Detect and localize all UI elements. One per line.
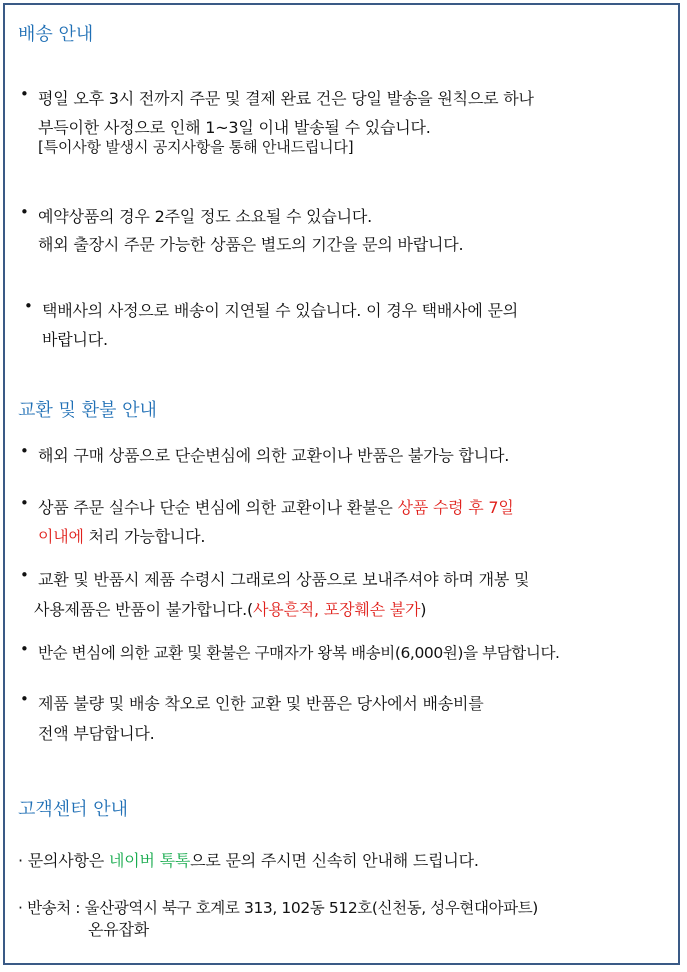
customer-heading: 고객센터 안내 bbox=[18, 799, 129, 820]
exchange-b2-line1 bbox=[38, 495, 514, 518]
bullet: • bbox=[20, 442, 29, 460]
exchange-b2-text: 상품 주문 실수나 단순 변심에 의한 교환이나 환불은 bbox=[38, 498, 398, 517]
shipping-b1-line2: 부득이한 사정으로 인해 1~3일 이내 발송될 수 있습니다. bbox=[38, 118, 431, 137]
exchange-heading: 교환 및 환불 안내 bbox=[18, 400, 157, 421]
exchange-b3-close: ) bbox=[420, 600, 427, 619]
bullet: • bbox=[20, 203, 29, 221]
return-address: 울산광역시 북구 호계로 313, 102동 512호(신천동, 성우현대아파트) bbox=[84, 899, 538, 917]
exchange-b3-line2 bbox=[34, 597, 426, 620]
exchange-b2-text2: 처리 가능합니다. bbox=[83, 527, 206, 546]
dot: · bbox=[18, 899, 23, 917]
exchange-b4-line1: 반순 변심에 의한 교환 및 환불은 구매자가 왕복 배송비(6,000원)을 부담합니다. bbox=[38, 644, 560, 662]
exchange-b2-line2 bbox=[38, 524, 205, 547]
shipping-heading: 배송 안내 bbox=[18, 24, 94, 45]
exchange-b2-highlight2: 이내에 bbox=[38, 527, 84, 546]
bullet: • bbox=[20, 690, 29, 708]
shipping-b1-line1: 평일 오후 3시 전까지 주문 및 결제 완료 건은 당일 발송을 원칙으로 하나 bbox=[38, 89, 534, 108]
bullet: • bbox=[20, 85, 29, 103]
naver-talktalk-label: 네이버 톡톡 bbox=[108, 851, 191, 870]
bullet: • bbox=[20, 494, 29, 512]
exchange-b1-line1: 해외 구매 상품으로 단순변심에 의한 교환이나 반품은 불가능 합니다. bbox=[38, 446, 510, 465]
exchange-b3-text: 사용제품은 반품이 불가합니다.( bbox=[34, 600, 254, 619]
shipping-b1-line3: [특이사항 발생시 공지사항을 통해 안내드립니다] bbox=[38, 138, 354, 156]
customer-line1 bbox=[18, 848, 479, 871]
exchange-b3-line1: 교환 및 반품시 제품 수령시 그래로의 상품으로 보내주셔야 하며 개봉 및 bbox=[38, 570, 530, 589]
shipping-b3-line2: 바랍니다. bbox=[42, 330, 108, 349]
dot: · bbox=[18, 851, 23, 870]
shipping-b3-line1: 택배사의 사정으로 배송이 지연될 수 있습니다. 이 경우 택배사에 문의 bbox=[42, 301, 519, 320]
bullet: • bbox=[20, 640, 29, 658]
bullet: • bbox=[20, 566, 29, 584]
return-recipient: 온유잡화 bbox=[88, 920, 150, 939]
customer-line1-text: 문의사항은 bbox=[27, 851, 109, 870]
shipping-b2-line2: 해외 출장시 주문 가능한 상품은 별도의 기간을 문의 바랍니다. bbox=[38, 235, 464, 254]
return-address-label: 반송처 : bbox=[27, 899, 85, 917]
exchange-b5-line1: 제품 불량 및 배송 착오로 인한 교환 및 반품은 당사에서 배송비를 bbox=[38, 694, 484, 713]
bullet: • bbox=[24, 297, 33, 315]
shipping-b2-line1: 예약상품의 경우 2주일 정도 소요될 수 있습니다. bbox=[38, 207, 373, 226]
customer-line1-rest: 으로 문의 주시면 신속히 안내해 드립니다. bbox=[190, 851, 479, 870]
customer-line2 bbox=[18, 896, 538, 918]
exchange-b5-line2: 전액 부담합니다. bbox=[38, 724, 155, 743]
exchange-b3-highlight: 사용흔적, 포장훼손 불가 bbox=[253, 600, 421, 619]
exchange-b2-highlight: 상품 수령 후 7일 bbox=[397, 498, 514, 517]
